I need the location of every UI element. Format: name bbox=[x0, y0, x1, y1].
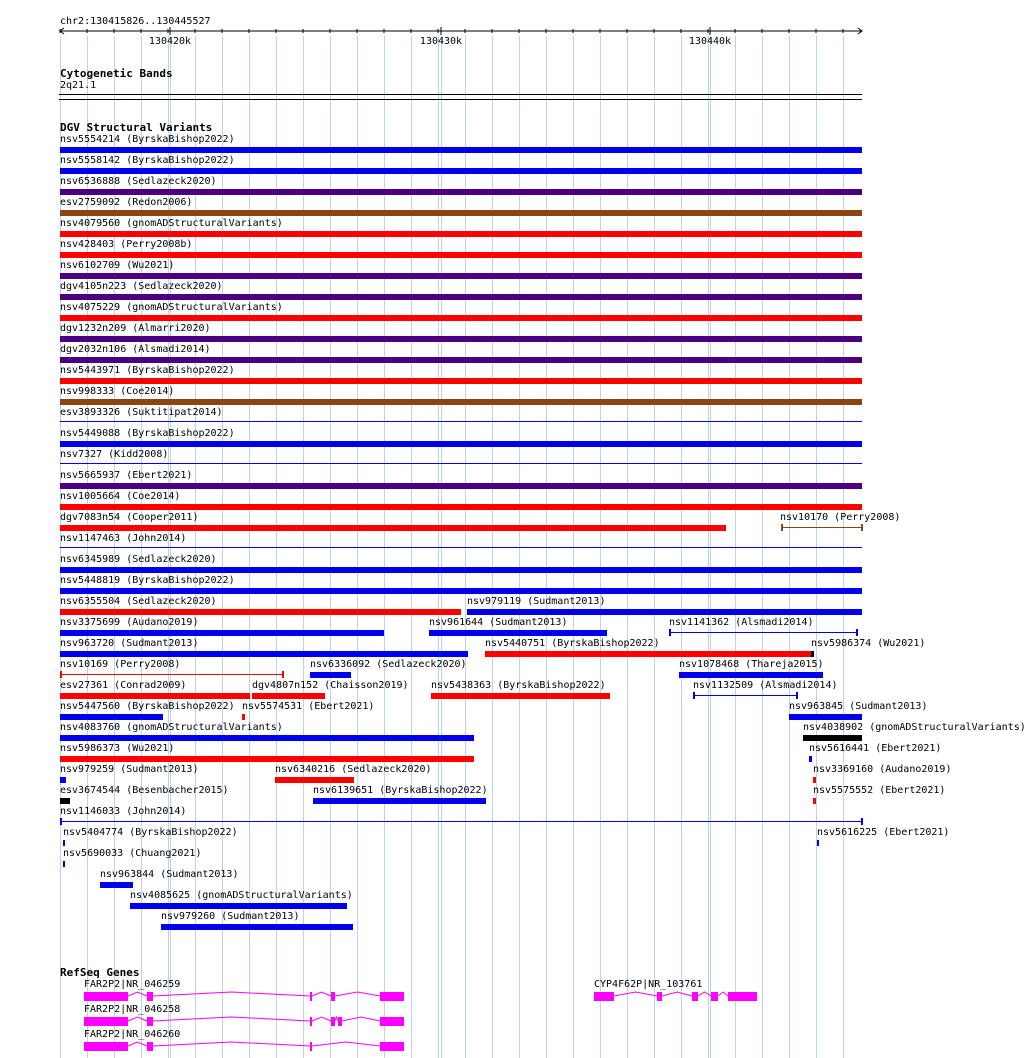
variant-label[interactable]: nsv1146033 (John2014) bbox=[60, 806, 187, 817]
variant-label[interactable]: nsv963845 (Sudmant2013) bbox=[789, 701, 928, 712]
variant-bar[interactable] bbox=[781, 527, 862, 528]
cytoband-bar-top[interactable] bbox=[59, 94, 862, 95]
variant-end-cap bbox=[781, 524, 783, 531]
variant-label[interactable]: nsv963720 (Sudmant2013) bbox=[60, 638, 199, 649]
variant-bar[interactable] bbox=[429, 630, 607, 636]
variant-label[interactable]: esv2759092 (Redon2006) bbox=[60, 197, 193, 208]
variant-bar[interactable] bbox=[60, 756, 474, 762]
variant-label[interactable]: nsv5616225 (Ebert2021) bbox=[817, 827, 950, 838]
variant-label[interactable]: nsv1141362 (Alsmadi2014) bbox=[669, 617, 814, 628]
variant-bar[interactable] bbox=[431, 693, 610, 699]
variant-end-cap bbox=[693, 692, 695, 699]
variant-label[interactable]: nsv10170 (Perry2008) bbox=[780, 512, 901, 523]
variant-bar[interactable] bbox=[161, 924, 353, 930]
variant-end-cap bbox=[282, 671, 284, 678]
tick-label-3: 130440k bbox=[688, 36, 732, 47]
variant-label[interactable]: nsv961644 (Sudmant2013) bbox=[429, 617, 568, 628]
variant-bar[interactable] bbox=[60, 168, 862, 174]
cytoband-bar-bottom bbox=[59, 99, 862, 100]
variant-label[interactable]: nsv6102709 (Wu2021) bbox=[60, 260, 175, 271]
cytoband-label[interactable]: 2q21.1 bbox=[60, 80, 97, 91]
variant-bar[interactable] bbox=[60, 147, 862, 153]
dgv-track-title: DGV Structural Variants bbox=[60, 121, 213, 134]
variant-end-cap bbox=[861, 524, 863, 531]
variant-label[interactable]: dgv4807n152 (Chaisson2019) bbox=[252, 680, 409, 691]
variant-label[interactable]: nsv979260 (Sudmant2013) bbox=[161, 911, 300, 922]
location-label: chr2:130415826..130445527 bbox=[60, 16, 211, 27]
variant-label[interactable]: nsv5449088 (ByrskaBishop2022) bbox=[60, 428, 235, 439]
variant-bar[interactable] bbox=[60, 609, 461, 615]
variant-bar[interactable] bbox=[63, 861, 65, 867]
variant-bar[interactable] bbox=[60, 798, 70, 804]
variant-label[interactable]: nsv5404774 (ByrskaBishop2022) bbox=[63, 827, 238, 838]
variant-bar[interactable] bbox=[60, 735, 474, 741]
variant-label[interactable]: dgv7083n54 (Cooper2011) bbox=[60, 512, 199, 523]
variant-bar[interactable] bbox=[60, 273, 862, 279]
variant-end-cap bbox=[669, 629, 671, 636]
variant-bar[interactable] bbox=[60, 231, 862, 237]
variant-bar[interactable] bbox=[313, 798, 486, 804]
variant-bar[interactable] bbox=[467, 609, 862, 615]
variant-bar[interactable] bbox=[485, 651, 811, 657]
variant-bar[interactable] bbox=[60, 483, 862, 489]
variant-label[interactable]: nsv5447560 (ByrskaBishop2022) bbox=[60, 701, 235, 712]
variant-bar[interactable] bbox=[60, 421, 862, 422]
gene-label[interactable]: FAR2P2|NR_046260 bbox=[84, 1029, 181, 1040]
variant-bar[interactable] bbox=[60, 588, 862, 594]
variant-bar[interactable] bbox=[811, 651, 814, 657]
ruler[interactable] bbox=[0, 0, 890, 60]
variant-label[interactable]: esv3893326 (Suktitipat2014) bbox=[60, 407, 223, 418]
variant-bar[interactable] bbox=[60, 210, 862, 216]
variant-bar[interactable] bbox=[60, 315, 862, 321]
variant-end-cap bbox=[60, 818, 62, 825]
variant-bar[interactable] bbox=[60, 777, 66, 783]
variant-bar[interactable] bbox=[813, 777, 816, 783]
variant-label[interactable]: nsv5665937 (Ebert2021) bbox=[60, 470, 193, 481]
variant-bar[interactable] bbox=[130, 903, 347, 909]
variant-bar[interactable] bbox=[60, 714, 163, 720]
variant-end-cap bbox=[60, 671, 62, 678]
variant-bar[interactable] bbox=[813, 798, 816, 804]
variant-bar[interactable] bbox=[60, 399, 862, 405]
variant-label[interactable]: nsv1078468 (Thareja2015) bbox=[679, 659, 824, 670]
variant-label[interactable]: nsv963844 (Sudmant2013) bbox=[100, 869, 239, 880]
variant-label[interactable]: nsv6336092 (Sedlazeck2020) bbox=[310, 659, 467, 670]
variant-label[interactable]: nsv3369160 (Audano2019) bbox=[813, 764, 952, 775]
variant-bar[interactable] bbox=[679, 672, 823, 678]
variant-label[interactable]: nsv5986374 (Wu2021) bbox=[811, 638, 926, 649]
variant-label[interactable]: nsv4085625 (gnomADStructuralVariants) bbox=[130, 890, 353, 901]
variant-label[interactable]: nsv5616441 (Ebert2021) bbox=[809, 743, 942, 754]
ruler-major-tick-2 bbox=[420, 27, 462, 47]
variant-bar[interactable] bbox=[60, 567, 862, 573]
variant-bar[interactable] bbox=[60, 357, 862, 363]
variant-label[interactable]: nsv5574531 (Ebert2021) bbox=[242, 701, 375, 712]
variant-label[interactable]: nsv428403 (Perry2008b) bbox=[60, 239, 193, 250]
variant-bar[interactable] bbox=[60, 651, 468, 657]
variant-label[interactable]: nsv4079560 (gnomADStructuralVariants) bbox=[60, 218, 283, 229]
variant-label[interactable]: nsv1147463 (John2014) bbox=[60, 533, 187, 544]
variant-bar[interactable] bbox=[789, 714, 862, 720]
variant-label[interactable]: nsv5438363 (ByrskaBishop2022) bbox=[431, 680, 606, 691]
variant-label[interactable]: dgv4105n223 (Sedlazeck2020) bbox=[60, 281, 223, 292]
gene-label[interactable]: CYP4F62P|NR_103761 bbox=[594, 979, 703, 990]
variant-bar[interactable] bbox=[100, 882, 133, 888]
variant-label[interactable]: nsv1132509 (Alsmadi2014) bbox=[693, 680, 838, 691]
variant-label[interactable]: nsv5443971 (ByrskaBishop2022) bbox=[60, 365, 235, 376]
variant-bar[interactable] bbox=[60, 252, 862, 258]
variant-label[interactable]: nsv5575552 (Ebert2021) bbox=[813, 785, 946, 796]
variant-bar[interactable] bbox=[60, 463, 862, 464]
variant-label[interactable]: nsv979119 (Sudmant2013) bbox=[467, 596, 606, 607]
variant-label[interactable]: esv27361 (Conrad2009) bbox=[60, 680, 187, 691]
variant-bar[interactable] bbox=[275, 777, 354, 783]
tick-label-1: 130420k bbox=[148, 36, 192, 47]
ruler-major-tick-3 bbox=[689, 27, 731, 47]
variant-label[interactable]: nsv6345989 (Sedlazeck2020) bbox=[60, 554, 217, 565]
variant-label[interactable]: nsv5440751 (ByrskaBishop2022) bbox=[485, 638, 660, 649]
variant-bar[interactable] bbox=[60, 630, 384, 636]
variant-label[interactable]: nsv5558142 (ByrskaBishop2022) bbox=[60, 155, 235, 166]
tick-label-2: 130430k bbox=[419, 36, 463, 47]
variant-label[interactable]: nsv5554214 (ByrskaBishop2022) bbox=[60, 134, 235, 145]
variant-bar[interactable] bbox=[60, 525, 726, 531]
variant-bar[interactable] bbox=[63, 840, 65, 846]
variant-label[interactable]: nsv1005664 (Coe2014) bbox=[60, 491, 181, 502]
variant-bar[interactable] bbox=[60, 378, 862, 384]
variant-label[interactable]: nsv5690033 (Chuang2021) bbox=[63, 848, 202, 859]
variant-bar[interactable] bbox=[60, 189, 862, 195]
variant-label[interactable]: nsv7327 (Kidd2008) bbox=[60, 449, 169, 460]
variant-label[interactable]: nsv5986373 (Wu2021) bbox=[60, 743, 175, 754]
variant-end-cap bbox=[796, 692, 798, 699]
gene-label[interactable]: FAR2P2|NR_046259 bbox=[84, 979, 181, 990]
variant-label[interactable]: nsv6355504 (Sedlazeck2020) bbox=[60, 596, 217, 607]
variant-bar[interactable] bbox=[60, 294, 862, 300]
variant-end-cap bbox=[856, 629, 858, 636]
variant-bar[interactable] bbox=[60, 674, 283, 675]
variant-label[interactable]: nsv979259 (Sudmant2013) bbox=[60, 764, 199, 775]
variant-label[interactable]: nsv6536888 (Sedlazeck2020) bbox=[60, 176, 217, 187]
variant-bar[interactable] bbox=[669, 632, 857, 633]
variant-bar[interactable] bbox=[817, 840, 819, 846]
variant-label[interactable]: nsv3375699 (Audano2019) bbox=[60, 617, 199, 628]
variant-label[interactable]: nsv6340216 (Sedlazeck2020) bbox=[275, 764, 432, 775]
variant-label[interactable]: nsv4083760 (gnomADStructuralVariants) bbox=[60, 722, 283, 733]
variant-bar[interactable] bbox=[60, 504, 862, 510]
variant-label[interactable]: nsv4038902 (gnomADStructuralVariants) bbox=[803, 722, 1026, 733]
variant-bar[interactable] bbox=[60, 441, 862, 447]
variant-bar[interactable] bbox=[252, 693, 325, 699]
variant-label[interactable]: nsv6139651 (ByrskaBishop2022) bbox=[313, 785, 488, 796]
variant-bar[interactable] bbox=[809, 756, 812, 762]
variant-bar[interactable] bbox=[60, 336, 862, 342]
variant-label[interactable]: nsv998333 (Coe2014) bbox=[60, 386, 175, 397]
variant-label[interactable]: nsv5448819 (ByrskaBishop2022) bbox=[60, 575, 235, 586]
variant-bar[interactable] bbox=[60, 821, 862, 822]
refseq-track-title: RefSeq Genes bbox=[60, 966, 140, 979]
variant-label[interactable]: esv3674544 (Besenbacher2015) bbox=[60, 785, 229, 796]
variant-bar[interactable] bbox=[60, 547, 862, 548]
variant-bar[interactable] bbox=[60, 693, 250, 699]
variant-bar[interactable] bbox=[693, 695, 797, 696]
variant-end-cap bbox=[861, 818, 863, 825]
variant-bar[interactable] bbox=[803, 735, 862, 741]
gene-label[interactable]: FAR2P2|NR_046258 bbox=[84, 1004, 181, 1015]
variant-bar[interactable] bbox=[310, 672, 351, 678]
variant-label[interactable]: nsv10169 (Perry2008) bbox=[60, 659, 181, 670]
cytobands-track-title: Cytogenetic Bands bbox=[60, 67, 173, 80]
variant-bar[interactable] bbox=[242, 714, 245, 720]
variant-label[interactable]: nsv4075229 (gnomADStructuralVariants) bbox=[60, 302, 283, 313]
variant-label[interactable]: dgv1232n209 (Almarri2020) bbox=[60, 323, 211, 334]
ruler-major-tick-1 bbox=[149, 27, 191, 47]
variant-label[interactable]: dgv2032n106 (Alsmadi2014) bbox=[60, 344, 211, 355]
